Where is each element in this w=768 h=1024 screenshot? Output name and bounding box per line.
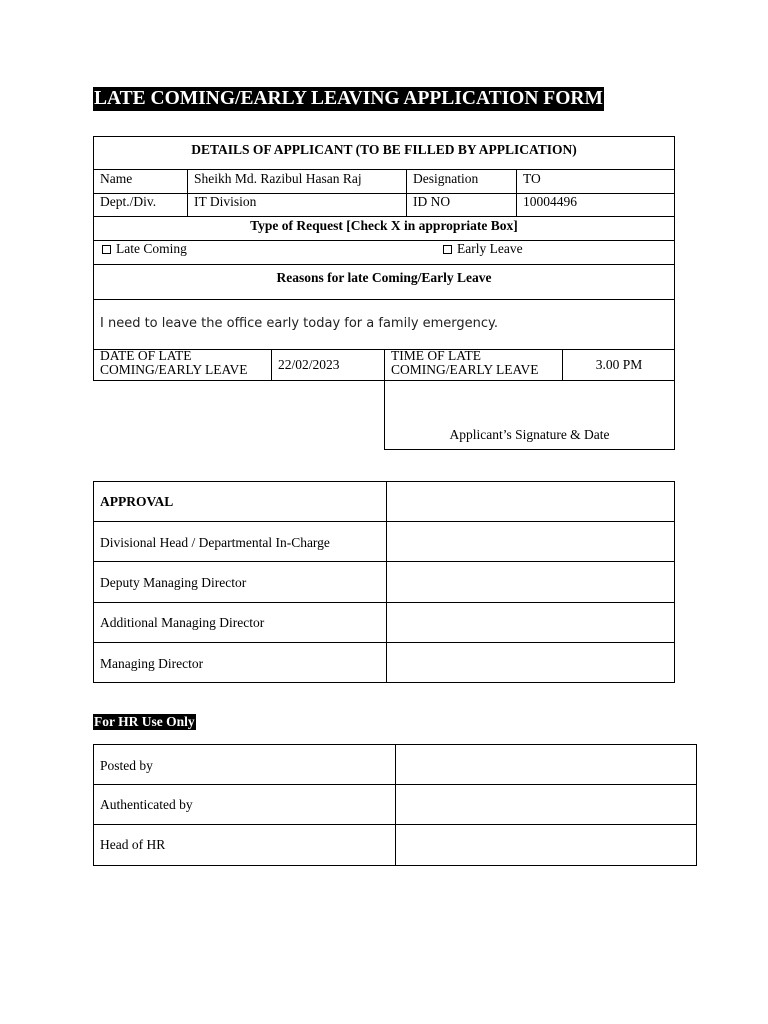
hr-row-head-of-hr: Head of HR — [100, 837, 166, 852]
approval-row-divisional-head: Divisional Head / Departmental In-Charge — [100, 535, 330, 550]
hr-row-posted-by: Posted by — [100, 758, 153, 773]
form-title: LATE COMING/EARLY LEAVING APPLICATION FORM — [94, 88, 603, 109]
id-label: ID NO — [413, 194, 451, 209]
hr-sign-cell-2[interactable] — [396, 785, 696, 824]
designation-label: Designation — [413, 171, 479, 186]
reasons-heading: Reasons for late Coming/Early Leave — [276, 270, 492, 285]
time-label-line2: COMING/EARLY LEAVE — [391, 362, 539, 377]
date-label-line2: COMING/EARLY LEAVE — [100, 362, 248, 377]
approval-sign-cell-3[interactable] — [387, 562, 674, 602]
approval-sign-cell-5[interactable] — [387, 643, 674, 682]
early-leave-option[interactable] — [437, 241, 523, 256]
id-value[interactable]: 10004496 — [523, 194, 577, 209]
dept-label: Dept./Div. — [100, 194, 157, 209]
approval-sign-cell-1[interactable] — [387, 482, 674, 521]
hr-row-authenticated-by: Authenticated by — [100, 797, 193, 812]
time-value[interactable]: 3.00 PM — [595, 357, 643, 372]
approval-row-deputy-md: Deputy Managing Director — [100, 575, 247, 590]
hr-sign-cell-1[interactable] — [396, 745, 696, 784]
reason-text[interactable]: I need to leave the office early today for a family emergency. — [100, 316, 499, 331]
dept-value[interactable]: IT Division — [194, 194, 257, 209]
time-label-line1: TIME OF LATE — [391, 348, 481, 363]
date-label-line1: DATE OF LATE — [100, 348, 192, 363]
hr-use-heading: For HR Use Only — [94, 714, 195, 729]
approval-sign-cell-4[interactable] — [387, 603, 674, 642]
applicant-details-table — [93, 136, 675, 381]
late-coming-option[interactable] — [96, 241, 187, 256]
request-type-heading: Type of Request [Check X in appropriate Box] — [250, 218, 518, 233]
name-value[interactable]: Sheikh Md. Razibul Hasan Raj — [194, 171, 362, 186]
time-label — [385, 349, 539, 377]
signature-label: Applicant’s Signature & Date — [449, 427, 610, 442]
early-leave-label: Early Leave — [457, 241, 523, 256]
late-coming-checkbox[interactable] — [102, 245, 111, 254]
approval-row-md: Managing Director — [100, 656, 204, 671]
date-value[interactable]: 22/02/2023 — [278, 357, 340, 372]
hr-sign-cell-3[interactable] — [396, 825, 696, 865]
approval-sign-cell-2[interactable] — [387, 522, 674, 561]
approval-heading: APPROVAL — [100, 494, 174, 509]
early-leave-checkbox[interactable] — [443, 245, 452, 254]
applicant-section-heading: DETAILS OF APPLICANT (TO BE FILLED BY APPLICATION) — [191, 142, 577, 157]
approval-row-additional-md: Additional Managing Director — [100, 615, 265, 630]
date-label — [94, 349, 248, 377]
late-coming-label: Late Coming — [116, 241, 187, 256]
name-label: Name — [100, 171, 133, 186]
designation-value[interactable]: TO — [523, 171, 541, 186]
